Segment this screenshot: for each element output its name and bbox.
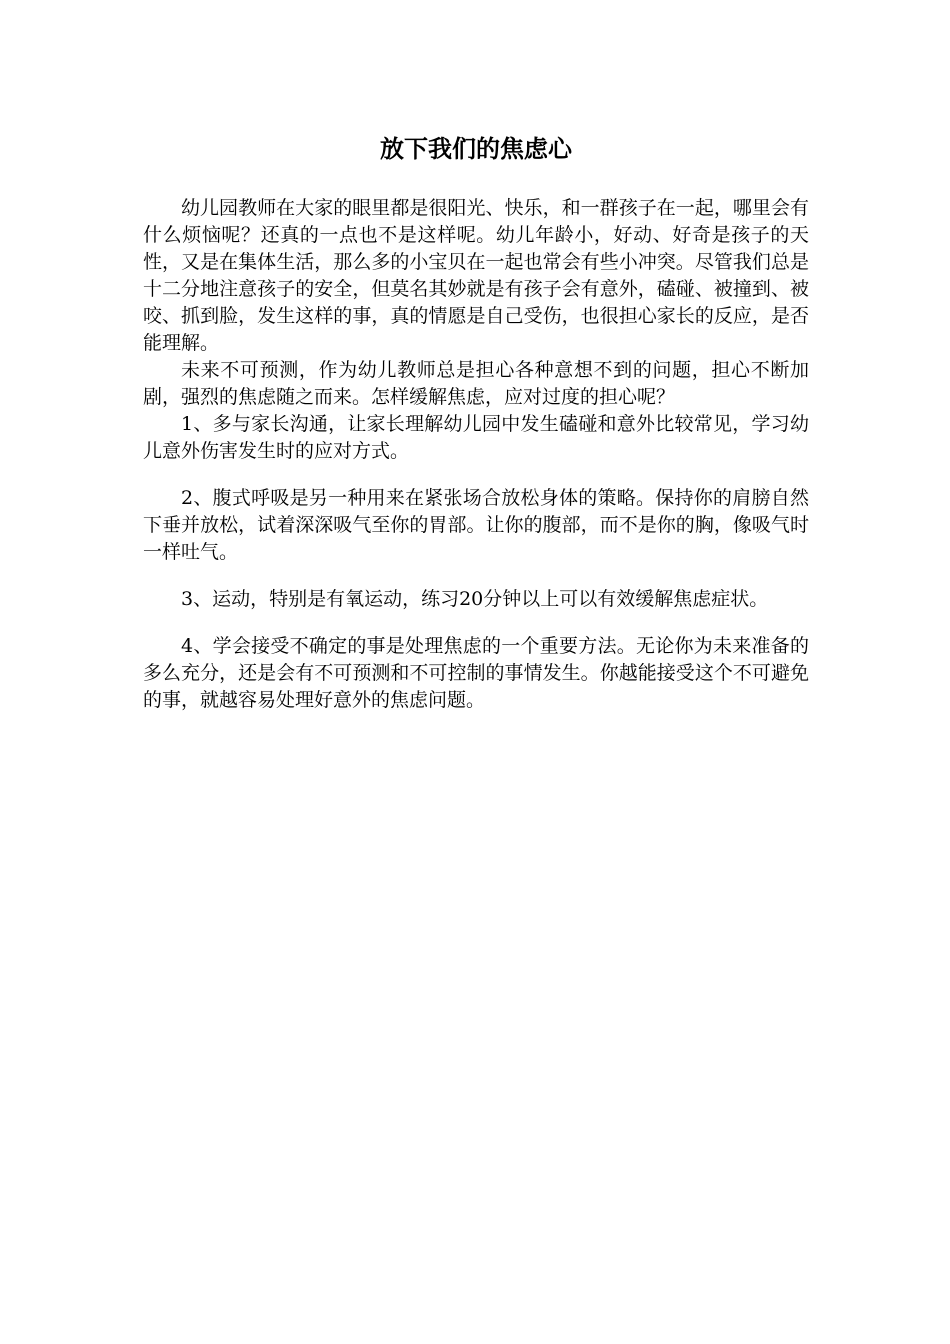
paragraph-tip-4: 4、学会接受不确定的事是处理焦虑的一个重要方法。无论你为未来准备的多么充分，还是会有不可预测和不可控制的事情发生。你越能接受这个不可避免的事，就越容易处理好意外的焦虑问题。 [143,635,809,711]
paragraph-tip-1: 1、多与家长沟通，让家长理解幼儿园中发生磕碰和意外比较常见，学习幼儿意外伤害发生时的应对方式。 [143,413,809,462]
paragraph-question: 未来不可预测，作为幼儿教师总是担心各种意想不到的问题，担心不断加剧，强烈的焦虑随之而来。怎样缓解焦虑，应对过度的担心呢？ [143,359,809,408]
paragraph-tip-3: 3、运动，特别是有氧运动，练习20分钟以上可以有效缓解焦虑症状。 [181,588,769,610]
document-body [143,132,809,714]
document-title: 放下我们的焦虑心 [380,135,572,163]
paragraph-intro: 幼儿园教师在大家的眼里都是很阳光、快乐，和一群孩子在一起，哪里会有什么烦恼呢？还真的一点也不是这样呢。幼儿年龄小，好动、好奇是孩子的天性，又是在集体生活，那么多的小宝贝在一起也常会有些小冲突。尽管我们总是十二分地注意孩子的安全，但莫名其妙就是有孩子会有意外，磕碰、被撞到、被咬、抓到脸，发生这样的事，真的情愿是自己受伤，也很担心家长的反应，是否能理解。 [143,197,809,354]
paragraph-tip-2: 2、腹式呼吸是另一种用来在紧张场合放松身体的策略。保持你的肩膀自然下垂并放松，试着深深吸气至你的胃部。让你的腹部，而不是你的胸，像吸气时一样吐气。 [143,487,809,563]
